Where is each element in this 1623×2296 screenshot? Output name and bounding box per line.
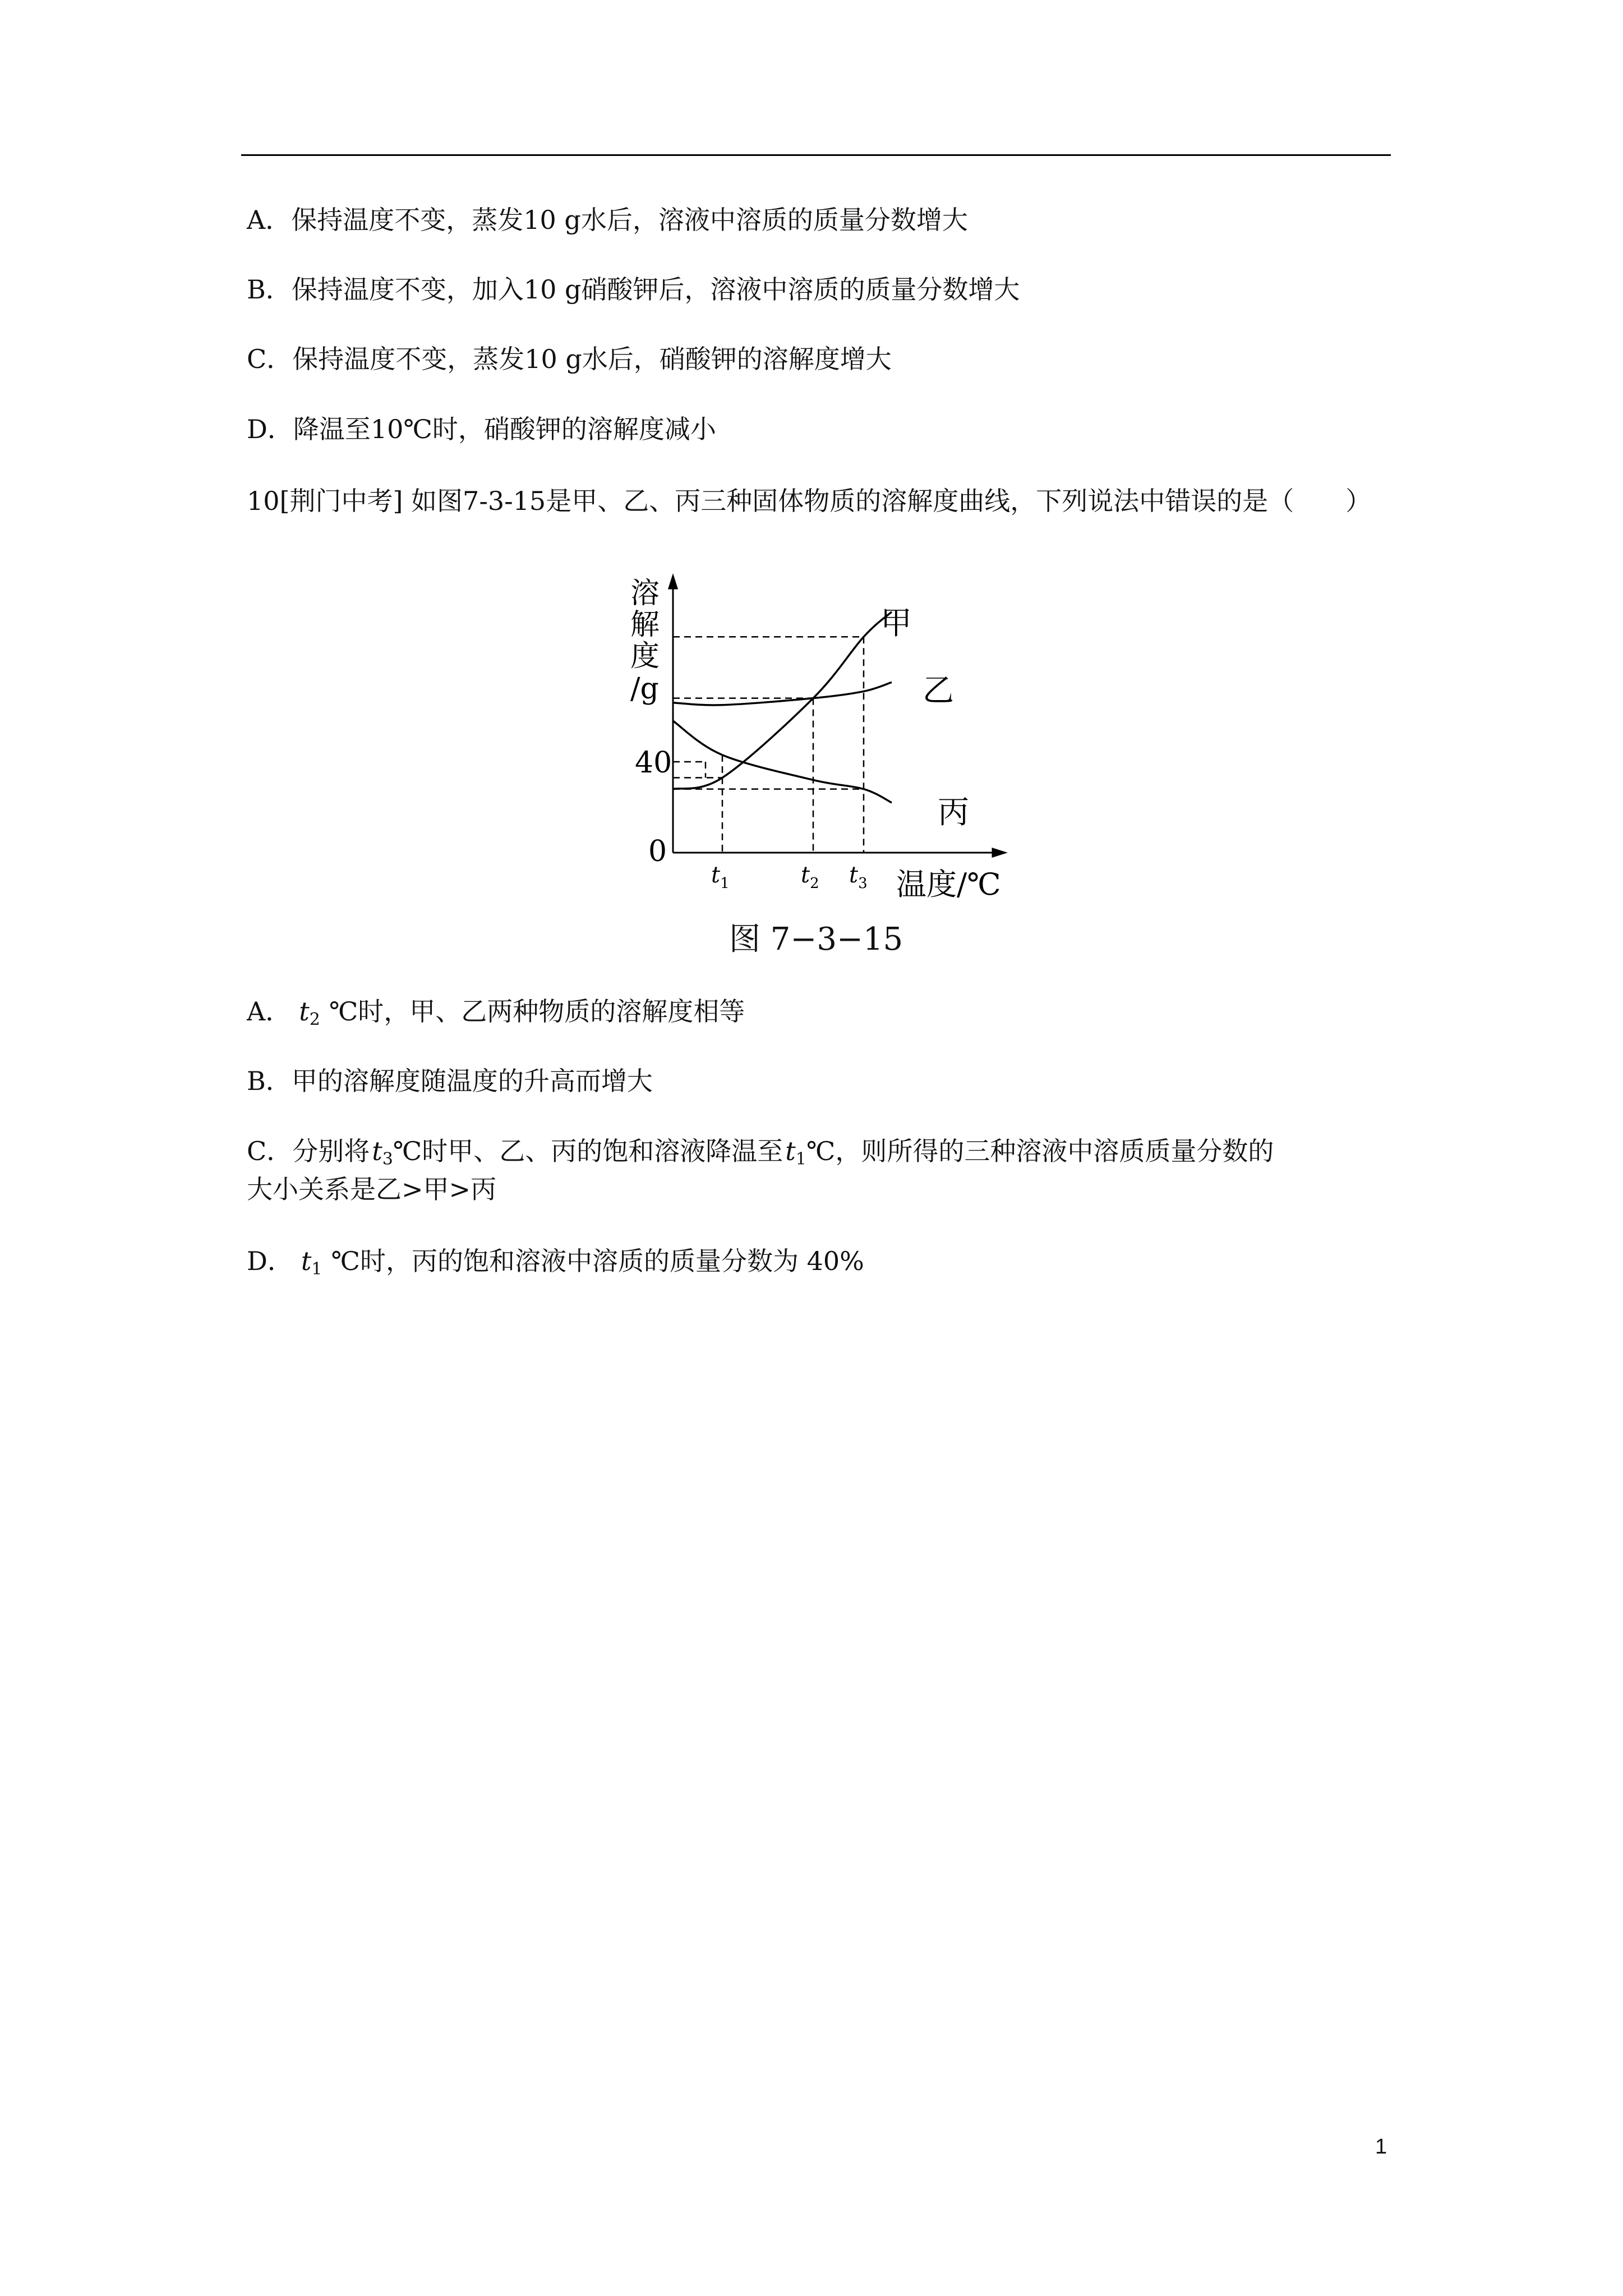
option-d-top [247,412,716,446]
option-text: 保持温度不变，加入10 g硝酸钾后，溶液中溶质的质量分数增大 [291,274,1020,305]
y-label-char: 溶 [630,577,660,610]
y-label-char: 解 [630,608,660,642]
option-a-top [247,203,968,237]
option-letter: C． [247,1136,293,1166]
option-letter: D． [247,414,293,444]
option-text: 时，甲、乙两种物质的溶解度相等 [358,996,745,1027]
series-label-yi: 乙 [923,673,954,709]
option-d-bottom: D． t1 ℃时，丙的饱和溶液中溶质的质量分数为 40% [247,1246,864,1279]
option-letter: A． [247,205,292,235]
option-c-line2: 大小关系是乙>甲>丙 [247,1174,497,1204]
option-letter: C． [247,344,293,374]
option-text: 保持温度不变，蒸发10 g水后，硝酸钾的溶解度增大 [292,344,892,374]
option-text: 降温至10℃时，硝酸钾的溶解度减小 [293,414,716,444]
option-text: 保持温度不变，蒸发10 g水后，溶液中溶质的质量分数增大 [291,205,968,235]
question-10: 10[荆门中考] 如图7-3-15是甲、乙、丙三种固体物质的溶解度曲线，下列说法中错误的是（ ） [247,486,1372,516]
dashed-guides [673,637,864,853]
option-letter: B． [247,274,292,305]
option-text: 甲的溶解度随温度的升高而增大 [291,1066,653,1096]
x-axis-arrow [993,849,1005,857]
option-c-top [247,342,892,376]
series-label-bing: 丙 [938,794,969,831]
option-b-top [247,273,1020,306]
series-label-jia: 甲 [880,605,912,642]
origin-label: 0 [648,835,667,868]
option-letter: D． [247,1246,293,1276]
option-text: 时，丙的饱和溶液中溶质的质量分数为 40% [359,1246,864,1276]
y-label-char: /g [630,672,659,706]
solubility-chart [594,564,1021,900]
x-tick-t3: $t_3$ [849,862,868,892]
temperature-var: t3 [372,1136,393,1169]
option-b-bottom [247,1064,653,1098]
x-axis-label: 温度/℃ [896,867,1001,900]
x-tick-t1: $t_1$ [711,862,730,892]
curve-yi [673,682,892,705]
option-c-bottom: C．分别将t3℃时甲、乙、丙的饱和溶液降温至t1℃，则所得的三种溶液中溶质质量分数的 [247,1136,1274,1169]
option-letter: B． [247,1066,292,1096]
figure-caption: 图 7−3−15 [729,921,903,958]
y-axis-arrow [669,576,677,588]
temperature-var: t1 [301,1246,322,1279]
option-a-bottom: A． t2 ℃时，甲、乙两种物质的溶解度相等 [247,996,745,1029]
temperature-var: t1 [785,1136,806,1169]
temperature-var: t2 [299,996,320,1029]
header-rule [241,154,1391,156]
page-number: 1 [1375,2135,1387,2159]
y-tick-label-40: 40 [635,746,672,780]
option-letter: A． [247,996,292,1027]
x-tick-t2: $t_2$ [801,862,819,892]
y-label-char: 度 [630,639,660,673]
